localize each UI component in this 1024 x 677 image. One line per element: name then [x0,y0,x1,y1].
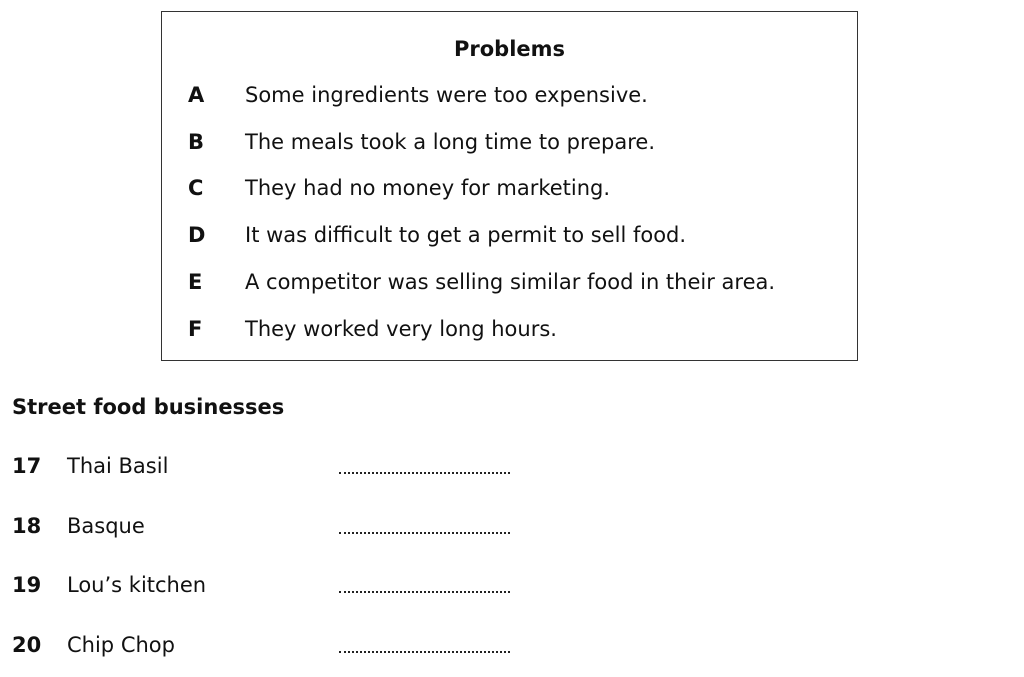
question-number: 17 [12,454,42,478]
problems-box [161,11,858,361]
question-number: 18 [12,514,42,538]
business-name: Chip Chop [67,633,175,657]
question-row-18 [12,511,532,541]
problem-letter: D [188,223,206,247]
answer-blank[interactable] [339,651,510,653]
answer-blank[interactable] [339,591,510,593]
question-number: 20 [12,633,42,657]
problem-item-e [188,267,775,297]
business-name: Thai Basil [67,454,169,478]
problem-letter: C [188,176,204,200]
problems-title: Problems [453,37,566,61]
problem-letter: F [188,317,203,341]
problem-letter: E [188,270,203,294]
problem-item-d [188,220,686,250]
problem-text: They worked very long hours. [245,317,557,341]
question-row-19 [12,570,532,600]
answer-blank[interactable] [339,532,510,534]
problem-letter: A [188,83,205,107]
problem-text: It was difficult to get a permit to sell food. [245,223,687,247]
question-row-17 [12,451,532,481]
answer-blank[interactable] [339,472,510,474]
question-row-20 [12,630,532,660]
problem-item-c [188,173,610,203]
problem-text: The meals took a long time to prepare. [245,130,656,154]
problem-text: They had no money for marketing. [245,176,611,200]
problem-item-f [188,314,557,344]
problem-item-a [188,80,648,110]
problem-text: Some ingredients were too expensive. [245,83,648,107]
problem-letter: B [188,130,205,154]
question-number: 19 [12,573,42,597]
problem-item-b [188,127,655,157]
business-name: Basque [67,514,145,538]
problem-text: A competitor was selling similar food in their area. [245,270,776,294]
business-name: Lou’s kitchen [67,573,207,597]
section-heading: Street food businesses [12,395,285,419]
